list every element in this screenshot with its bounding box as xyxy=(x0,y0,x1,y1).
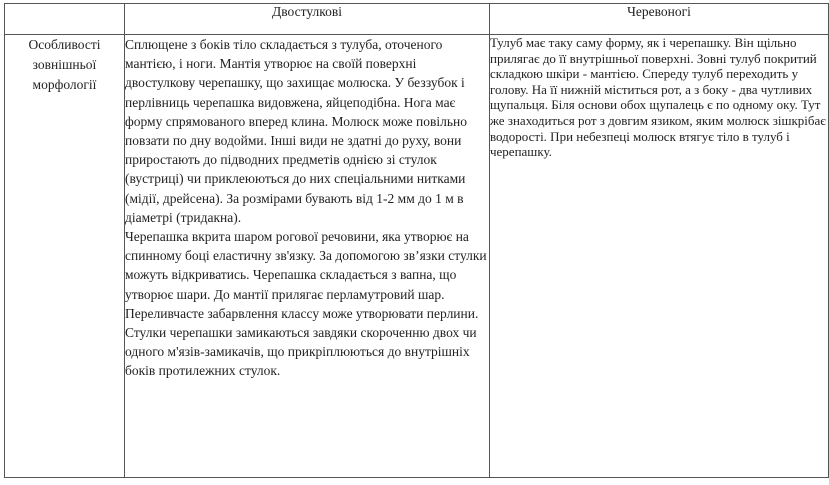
header-gastropods: Черевоногі xyxy=(490,4,829,35)
morphology-row xyxy=(5,35,829,478)
header-bivalves: Двостулкові xyxy=(125,4,490,35)
header-row xyxy=(5,4,829,35)
header-empty-cell xyxy=(5,4,125,35)
row-label-morphology: Особливості зовнішньої морфології xyxy=(5,35,125,478)
bivalves-description-cell xyxy=(125,35,490,478)
bivalves-paragraph-1: Сплющене з боків тіло складається з тулуба, оточеного мантією, і ноги. Мантія утворює на своїй поверхні двостулкову черепашку, що захищає молюска. У беззубок і перлівниць черепашка видовжена, яйцеподібна. Нога має форму спрямованого вперед клина. Молюск може повільно повзати по дну водойми. Інші види не здатні до руху, вони приростають до підводних предметів однією зі стулок (вустриці) чи приклеюються до них спеціальними нитками (мідії, дрейсена). За розмірами бувають від 1-2 мм до 1 м в діаметрі (тридакна). xyxy=(125,37,467,225)
comparison-table xyxy=(4,3,829,478)
gastropods-description-cell: Тулуб має таку саму форму, як і черепашку. Він щільно прилягає до її внутрішньої поверхні. Зовні тулуб покритий складкою шкіри - мантією. Спереду тулуб переходить у голову. На її нижній міститься рот, а з боку - два чутливих щупальця. Біля основи обох щупалець є по одному оку. Тут же знаходиться рот з довгим язиком, яким молюск зішкрібає водорості. При небезпеці молюск втягує тіло в тулуб і черепашку. xyxy=(490,35,829,478)
bivalves-paragraph-2: Черепашка вкрита шаром рогової речовини, яка утворює на спинному боці еластичну зв'язку. За допомогою зв’язки стулки можуть відкриватись. Черепашка складається з вапна, що утворює шари. До мантії прилягає перламутровий шар. Переливчасте забарвлення классу може утворювати перлини. Стулки черепашки замикаються завдяки скороченню двох чи одного м'язів-замикачів, що прикріплюються до внутрішніх боків протилежних стулок. xyxy=(125,229,487,379)
